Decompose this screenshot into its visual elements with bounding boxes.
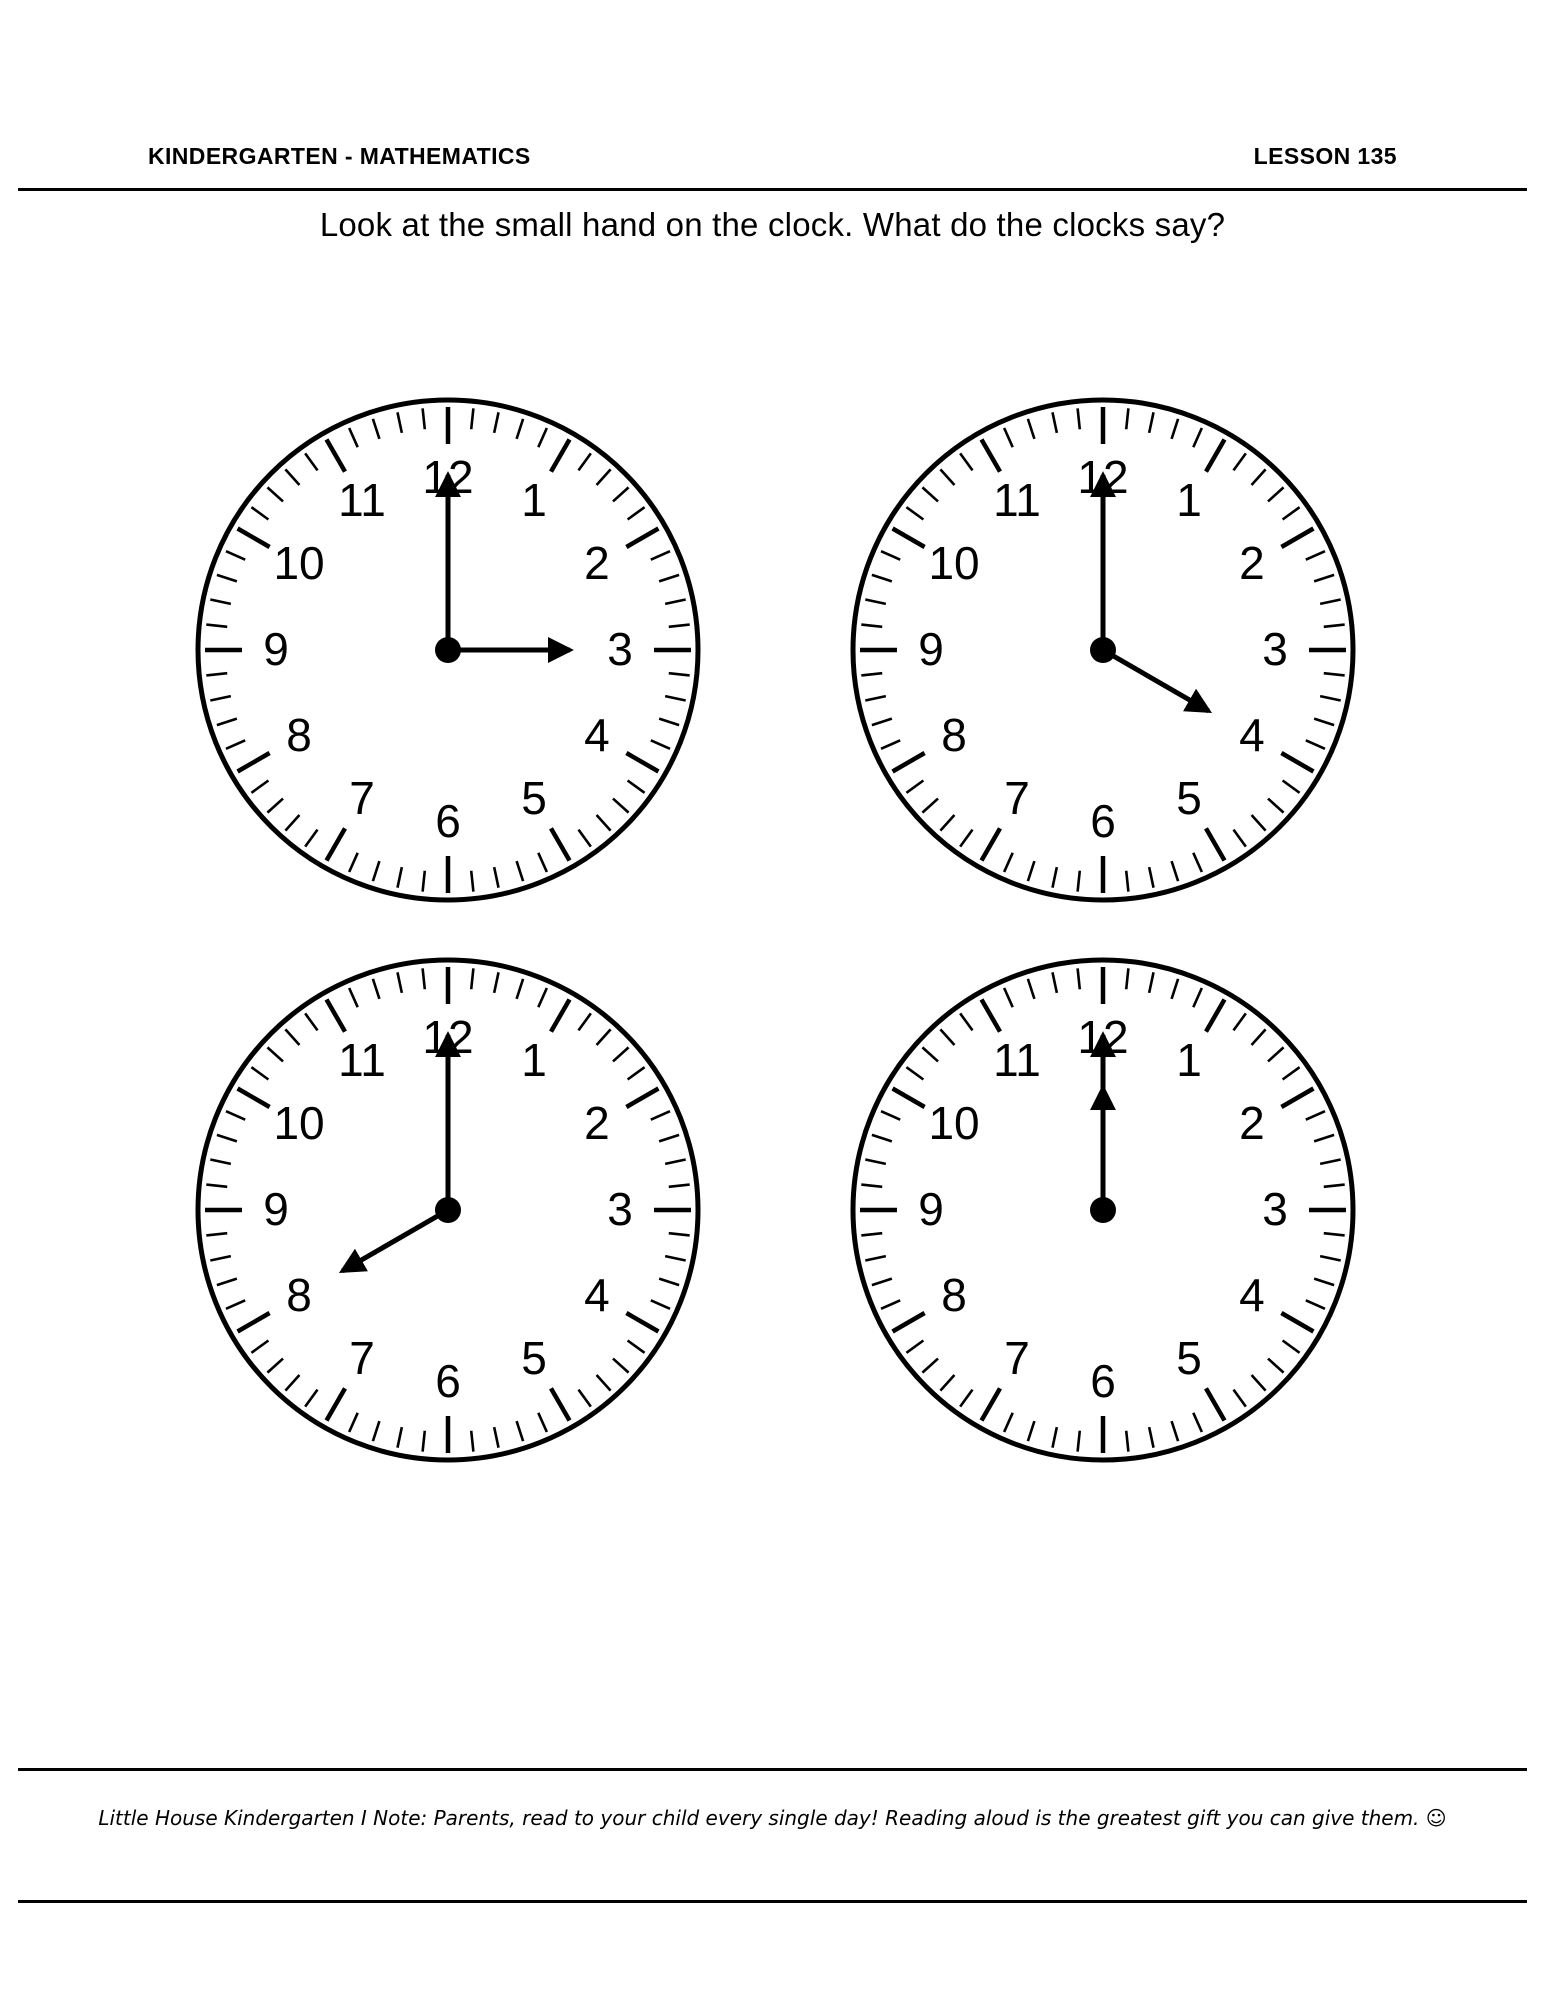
clock-numeral: 12 bbox=[421, 1011, 474, 1063]
clock-face bbox=[823, 370, 1383, 930]
clock-numeral: 2 bbox=[1238, 537, 1265, 589]
clock-numeral: 7 bbox=[348, 771, 375, 824]
header-divider bbox=[18, 188, 1527, 191]
clock-numeral: 2 bbox=[583, 1097, 610, 1149]
clock-numeral: 4 bbox=[583, 1269, 610, 1321]
clock-numeral: 2 bbox=[1238, 1097, 1265, 1149]
clock-numeral: 10 bbox=[272, 537, 325, 589]
clock-numeral: 10 bbox=[927, 1097, 980, 1149]
clock-numeral: 11 bbox=[337, 474, 386, 527]
clock-numeral: 2 bbox=[583, 537, 610, 589]
clock-3 bbox=[168, 930, 728, 1490]
clock-numeral: 10 bbox=[272, 1097, 325, 1149]
instruction-text: Look at the small hand on the clock. What do the clocks say? bbox=[319, 206, 1226, 243]
header-lesson: LESSON 135 bbox=[1253, 142, 1397, 169]
clock-numeral: 4 bbox=[1238, 1269, 1265, 1321]
clock-numeral: 8 bbox=[940, 709, 967, 761]
clock-numeral: 9 bbox=[262, 623, 289, 675]
clock-numeral: 12 bbox=[1076, 1011, 1129, 1063]
clock-numeral: 9 bbox=[917, 1183, 944, 1235]
clock-numeral: 6 bbox=[434, 1355, 461, 1407]
clock-numeral: 7 bbox=[348, 1331, 375, 1384]
header-subject: KINDERGARTEN - MATHEMATICS bbox=[148, 142, 531, 169]
clock-1 bbox=[168, 370, 728, 930]
footer-note: Little House Kindergarten I Note: Parents, read to your child every single day! Reading aloud is the greatest gift you can give them. ☺ bbox=[98, 1806, 1447, 1830]
clock-numeral: 5 bbox=[1175, 771, 1202, 824]
clock-numeral: 1 bbox=[520, 474, 547, 527]
clock-numeral: 12 bbox=[421, 451, 474, 503]
clock-face bbox=[823, 930, 1383, 1490]
clock-face bbox=[168, 370, 728, 930]
clock-numeral: 6 bbox=[1089, 1355, 1116, 1407]
footer-divider-bottom bbox=[18, 1900, 1527, 1903]
clock-numeral: 9 bbox=[917, 623, 944, 675]
clock-center-pin bbox=[435, 1197, 461, 1223]
clock-numeral: 10 bbox=[927, 537, 980, 589]
footer-divider-top bbox=[18, 1768, 1527, 1771]
clock-numeral: 12 bbox=[1076, 451, 1129, 503]
clock-numeral: 4 bbox=[583, 709, 610, 761]
clock-numeral: 3 bbox=[1261, 623, 1288, 675]
clock-numeral: 7 bbox=[1003, 1331, 1030, 1384]
clock-numeral: 8 bbox=[285, 1269, 312, 1321]
clock-2 bbox=[823, 370, 1383, 930]
clock-center-pin bbox=[1090, 637, 1116, 663]
clock-numeral: 9 bbox=[262, 1183, 289, 1235]
clock-numeral: 5 bbox=[520, 771, 547, 824]
clock-numeral: 11 bbox=[337, 1034, 386, 1087]
clock-numeral: 11 bbox=[992, 1034, 1041, 1087]
clock-numeral: 3 bbox=[1261, 1183, 1288, 1235]
clock-numeral: 6 bbox=[434, 795, 461, 847]
clock-numeral: 3 bbox=[606, 623, 633, 675]
page-header bbox=[0, 138, 1545, 174]
clock-numeral: 1 bbox=[1175, 1034, 1202, 1087]
clock-numeral: 3 bbox=[606, 1183, 633, 1235]
clock-numeral: 1 bbox=[520, 1034, 547, 1087]
clock-numeral: 11 bbox=[992, 474, 1041, 527]
clock-numeral: 5 bbox=[1175, 1331, 1202, 1384]
clock-center-pin bbox=[1090, 1197, 1116, 1223]
clock-numeral: 4 bbox=[1238, 709, 1265, 761]
clock-grid bbox=[120, 370, 1430, 1490]
clock-center-pin bbox=[435, 637, 461, 663]
clock-numeral: 6 bbox=[1089, 795, 1116, 847]
clock-numeral: 8 bbox=[285, 709, 312, 761]
clock-numeral: 5 bbox=[520, 1331, 547, 1384]
clock-numeral: 1 bbox=[1175, 474, 1202, 527]
clock-numeral: 7 bbox=[1003, 771, 1030, 824]
clock-numeral: 8 bbox=[940, 1269, 967, 1321]
clock-4 bbox=[823, 930, 1383, 1490]
clock-face bbox=[168, 930, 728, 1490]
